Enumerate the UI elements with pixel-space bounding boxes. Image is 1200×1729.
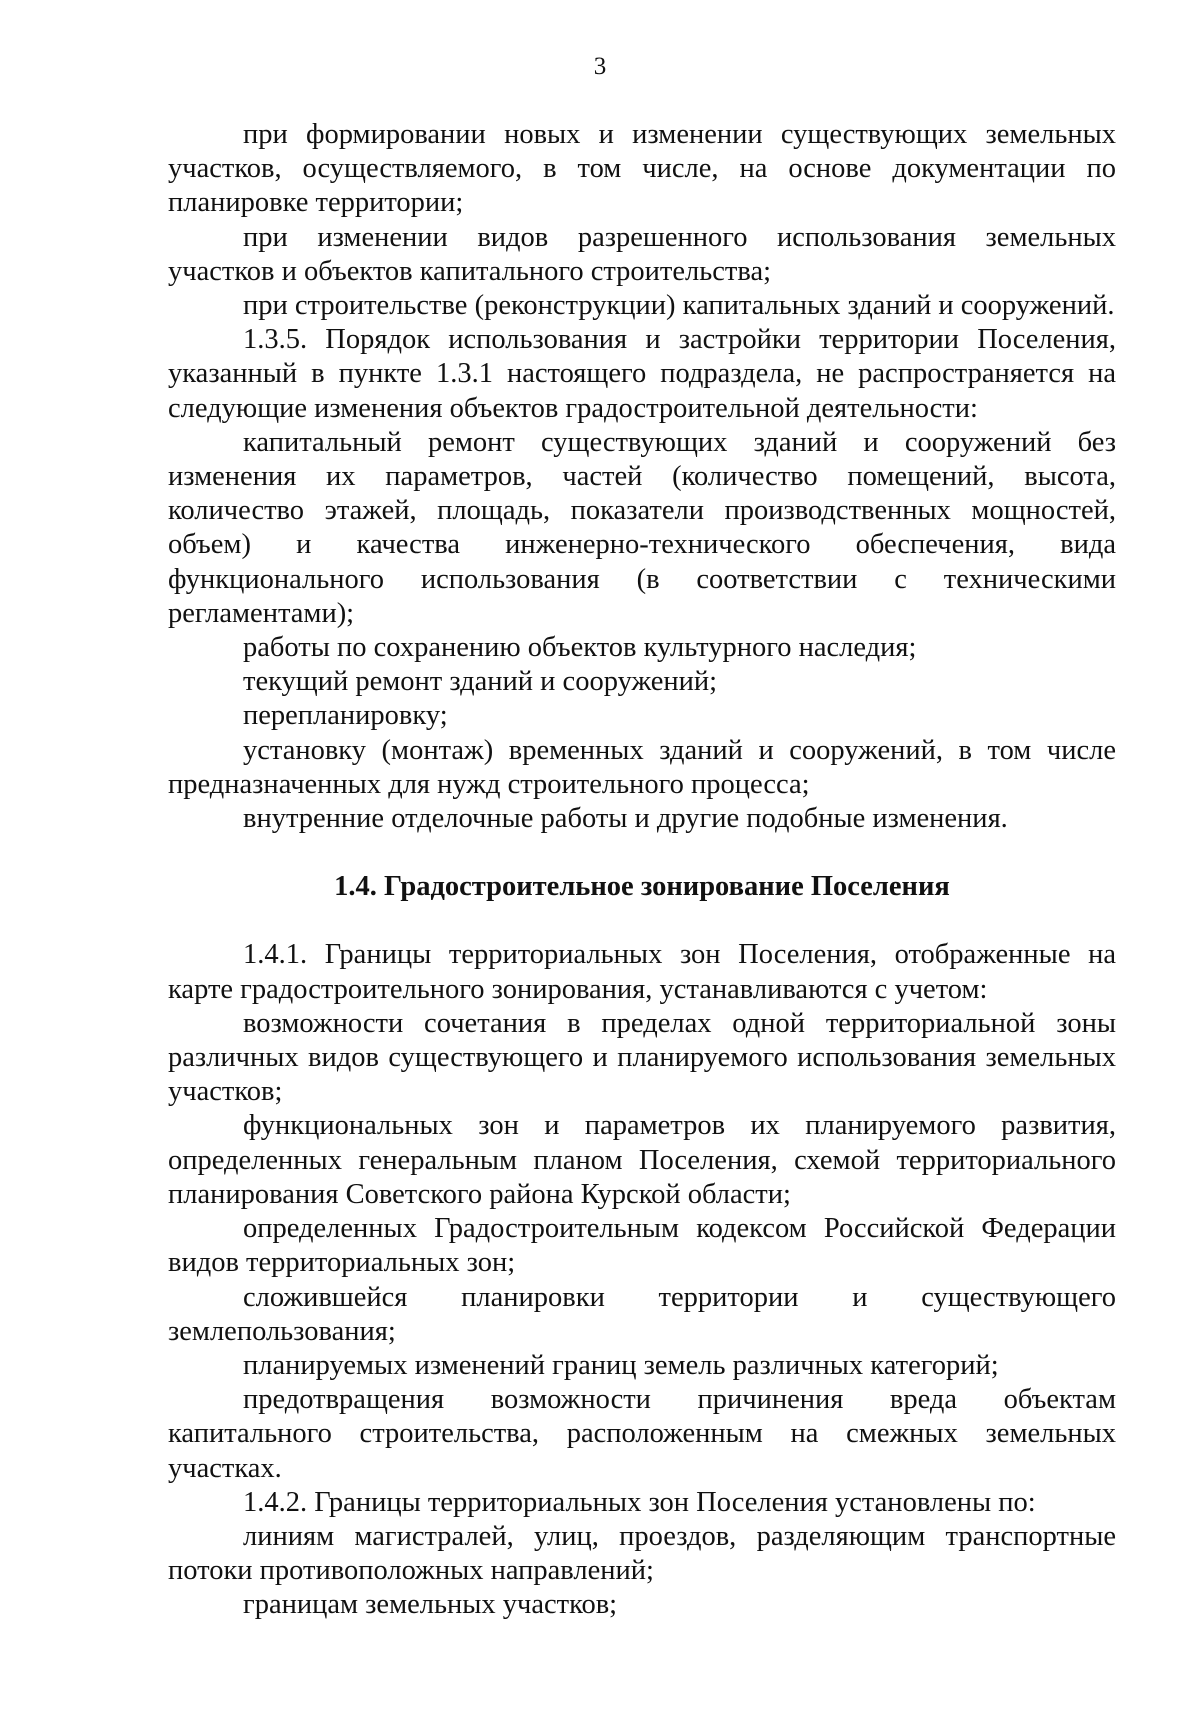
paragraph: капитальный ремонт существующих зданий и сооружений без изменения их параметров, частей (количество помещений, высота, количество этажей, площадь, показатели производственных мощностей, объем) и качества инженерно-технического обеспечения, вида функционального использования (в соответствии с техническими регламентами); [168,426,1116,629]
paragraph: работы по сохранению объектов культурного наследия; [243,632,917,664]
paragraph: перепланировку; [243,700,448,732]
paragraph: планируемых изменений границ земель различных категорий; [243,1349,999,1381]
paragraph: сложившейся планировки территории и существующего землепользования; [168,1281,1116,1347]
paragraph: границам земельных участков; [243,1589,618,1621]
page-number: 3 [593,53,607,80]
paragraph: текущий ремонт зданий и сооружений; [243,666,718,698]
paragraph: определенных Градостроительным кодексом Российской Федерации видов территориальных зон; [168,1213,1116,1279]
section-heading: 1.4. Градостроительное зонирование Поселения [334,871,950,903]
document-body [168,118,1116,1623]
paragraph: функциональных зон и параметров их планируемого развития, определенных генеральным планом Поселения, схемой территориального планирования Советского района Курской области; [168,1110,1116,1210]
paragraph: предотвращения возможности причинения вреда объектам капитального строительства, расположенным на смежных земельных участках. [168,1384,1116,1484]
paragraph: при формировании новых и изменении существующих земельных участков, осуществляемого, в том числе, на основе документации по планировке территории; [168,119,1116,219]
paragraph: при изменении видов разрешенного использования земельных участков и объектов капитального строительства; [168,221,1116,287]
paragraph: внутренние отделочные работы и другие подобные изменения. [243,803,1008,835]
paragraph: возможности сочетания в пределах одной территориальной зоны различных видов существующего и планируемого использования земельных участков; [168,1007,1116,1108]
paragraph: 1.3.5. Порядок использования и застройки территории Поселения, указанный в пункте 1.3.1 настоящего подраздела, не распространяется на следующие изменения объектов градостроительной деятельности: [168,324,1116,424]
paragraph: линиям магистралей, улиц, проездов, разделяющим транспортные потоки противоположных направлений; [168,1520,1116,1587]
paragraph: при строительстве (реконструкции) капитальных зданий и сооружений. [243,290,1115,322]
paragraph: 1.4.1. Границы территориальных зон Поселения, отображенные на карте градостроительного зонирования, устанавливаются с учетом: [168,939,1116,1005]
paragraph: 1.4.2. Границы территориальных зон Поселения установлены по: [243,1486,1036,1518]
paragraph: установку (монтаж) временных зданий и сооружений, в том числе предназначенных для нужд строительного процесса; [168,734,1116,800]
